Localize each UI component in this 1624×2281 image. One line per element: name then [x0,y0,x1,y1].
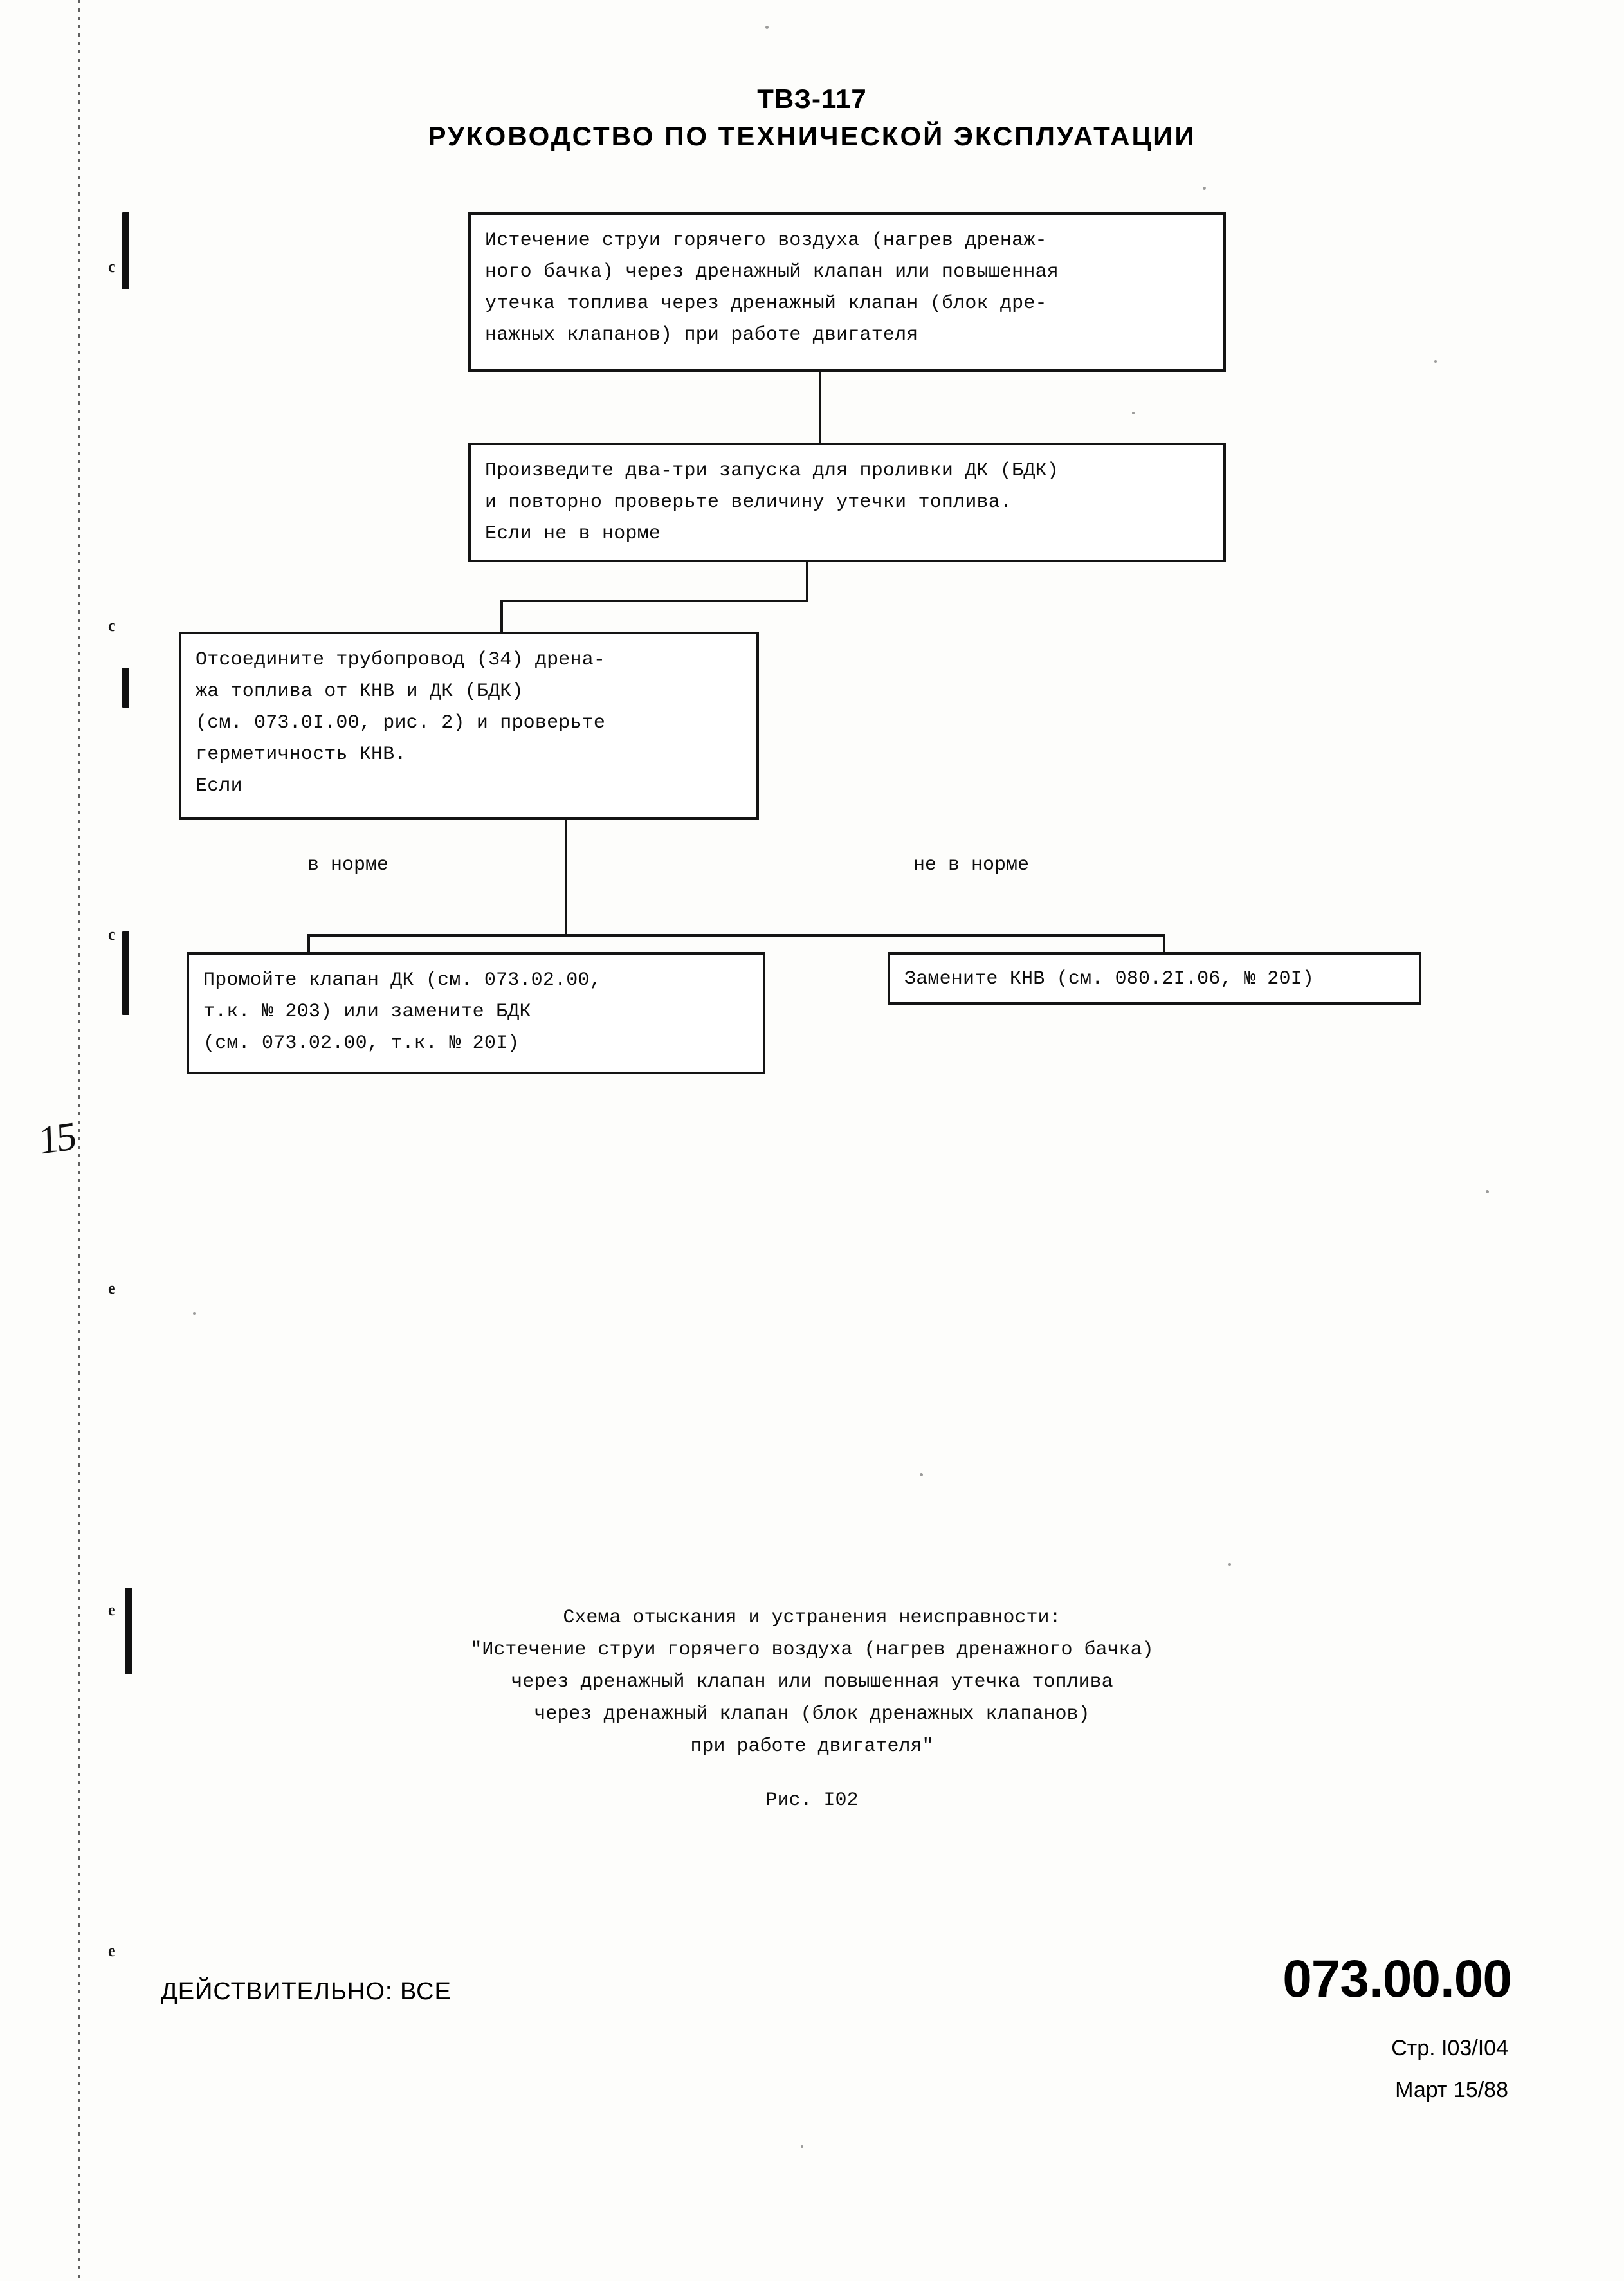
branch-label-out-of-tolerance: не в норме [913,854,1030,876]
node-line: Замените КНВ (см. 080.2I.06, № 20I) [904,968,1315,990]
flowchart-node-step-2 [179,632,759,820]
page-header-model: ТВЗ-117 [757,84,867,114]
revision-bar [122,668,129,708]
footer-revision-date: Март 15/88 [1395,2078,1508,2102]
node-line: Произведите два-три запуска для проливки ДК (БДК) [485,460,1059,482]
page-header-title: РУКОВОДСТВО ПО ТЕХНИЧЕСКОЙ ЭКСПЛУАТАЦИИ [428,121,1196,151]
connector-step1-to-step2-segment-1 [806,561,808,602]
flowchart-node-action-right [888,952,1421,1005]
figure-number: Рис. I02 [765,1790,859,1811]
node-line: т.к. № 203) или замените БДК [203,1001,531,1023]
node-line: Если не в норме [485,523,661,545]
caption-line: Схема отыскания и устранения неисправности: [563,1607,1061,1629]
node-line: нажных клапанов) при работе двигателя [485,324,918,346]
handwritten-page-marking: 15 [38,1113,75,1164]
branch-label-in-tolerance: в норме [307,854,389,876]
revision-bar [122,212,129,289]
scan-speck [920,1473,923,1476]
node-line: герметичность КНВ. [196,744,406,765]
revision-mark-e: e [108,1600,116,1619]
revision-mark-c: e [108,1941,116,1960]
figure-caption [0,1602,1624,1811]
caption-line: через дренажный клапан или повышенная утечка топлива [511,1671,1113,1693]
revision-mark-c: c [108,257,116,276]
node-line: утечка топлива через дренажный клапан (блок дре- [485,293,1047,315]
node-line: (см. 073.02.00, т.к. № 20I) [203,1032,520,1054]
connector-branch-bus [307,934,1165,937]
scan-speck [193,1312,196,1315]
scan-speck [1434,360,1437,363]
node-line: жа топлива от КНВ и ДК (БДК) [196,681,524,702]
scan-speck [801,2145,803,2148]
revision-mark-c: c [108,925,116,944]
caption-line: через дренажный клапан (блок дренажных клапанов) [534,1703,1090,1725]
connector-step2-stem [565,820,567,935]
scan-speck [1228,1563,1231,1566]
connector-step1-to-step2-segment-2 [500,600,808,602]
node-line: Истечение струи горячего воздуха (нагрев дренаж- [485,230,1047,252]
scan-speck [765,26,769,29]
flowchart-node-problem [468,212,1226,372]
flowchart-node-step-1 [468,443,1226,562]
footer-page-number: Стр. I03/I04 [1391,2036,1508,2060]
revision-mark-c: c [108,616,116,635]
connector-problem-to-step1 [819,372,821,443]
margin-perforation-line [78,0,80,2281]
footer-document-number: 073.00.00 [1282,1950,1511,2008]
scan-speck [1203,187,1206,190]
scan-speck [1132,412,1135,414]
node-line: и повторно проверьте величину утечки топлива. [485,491,1012,513]
caption-line: при работе двигателя" [690,1736,934,1757]
connector-step1-to-step2-segment-3 [500,600,503,633]
node-line: Если [196,775,242,797]
revision-bar [122,931,129,1015]
caption-line: "Истечение струи горячего воздуха (нагрев дренажного бачка) [470,1639,1154,1661]
node-line: Отсоедините трубопровод (34) дрена- [196,649,606,671]
scan-speck [1486,1190,1489,1193]
node-line: ного бачка) через дренажный клапан или повышенная [485,261,1059,283]
node-line: Промойте клапан ДК (см. 073.02.00, [203,969,601,991]
footer-applicability: ДЕЙСТВИТЕЛЬНО: ВСЕ [161,1978,452,2005]
node-line: (см. 073.0I.00, рис. 2) и проверьте [196,712,606,734]
revision-mark-e: e [108,1279,116,1297]
flowchart-node-action-left [187,952,765,1074]
